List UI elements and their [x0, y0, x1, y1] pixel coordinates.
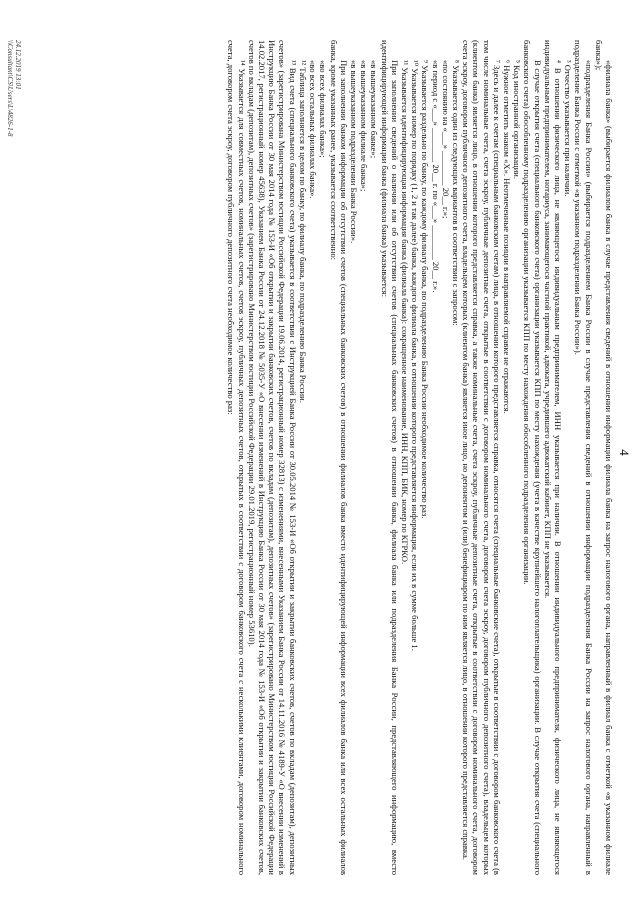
- paragraph: «в период с «___» ________ 20__ г. по «___» ________ 20__ г.».: [430, 60, 441, 293]
- document-footer: [6, 40, 22, 136]
- paragraph: ⁶ Нужное отметить знаком «Х». Неотмеченные позиции в направляемой справке не отражаются.: [501, 60, 512, 414]
- paragraph: «подразделения Банка России» (выбирается подразделением Банка России в случае представления сведений в отношении информации подразделения Банка России на запрос налогового органа, направленный в подразделение Банка России с отметкой «в указанном подразделении Банка России»).: [573, 40, 594, 875]
- paragraph: «во всех филиалах банка»;: [318, 60, 329, 158]
- paragraph: ¹¹ Указывается идентифицирующая информация банка (филиала банка): сокращенное наименование, ИНН, КПП, БИК, номер по КГРКО.: [399, 60, 410, 565]
- paragraph: ⁹ Указывается раздельно по банку, по каждому филиалу банка, по подразделению Банка России необходимое количество раз.: [420, 60, 431, 519]
- paragraph: «во всех остальных филиалах банка».: [308, 60, 319, 199]
- footer-path: \\Consultant\CS\Users\L\4826-1-8: [6, 40, 14, 137]
- footer-timestamp: 24.12.2019 13:01: [14, 40, 22, 90]
- paragraph: ¹³ Вид счета (специального банковского счета) указывается в соответствии с Инструкцией Банка России от 30.05.2014 № 153-И «Об открытии и закрытии банковских счетов, счетов по вкладам (депозитам), депозитных счетов» (зарегистрирована Министерством юстиции Российской Федерации 19.06.2014, регистрационный номер 32813) с изменениями, внесенными Указанием Банка России от 14.11.2016 № 4189-У «О внесении изменений в Инструкцию Банка России от 30 мая 2014 года № 153-И «Об открытии и закрытии банковских счетов, счетов по вкладам (депозитам), депозитных счетов» (зарегистрировано Министерством юстиции Российской Федерации 14.02.2017, регистрационный номер 45638), Указанием Банка России от 24.12.2018 № 5035-У «О внесении изменений в Инструкцию Банка России от 30 мая 2014 года № 153-И «Об открытии и закрытии банковских счетов, счетов по вкладам (депозитам), депозитных счетов» (зарегистрировано Министерством юстиции Российской Федерации 29.01.2019, регистрационный номер 53610).: [246, 40, 298, 875]
- paragraph: «в вышеуказанном банке»;: [369, 60, 380, 159]
- paragraph: ¹⁴ Указывается для совместных счетов, номинальных счетов, счетов эскроу, публичных депозитных счетов, открытых в соответствии с договором банковского счета с несколькими клиентами, договором номинального счета, договором счета эскроу, договором публичного депозитного счета необходимое количество раз:: [226, 40, 247, 875]
- footnotes-body: [226, 40, 614, 875]
- paragraph: ⁷ Здесь и далее к счетам (специальным банковским счетам) лица, в отношении которого представляется справка, относятся счета (специальные банковские счета), открытые в соответствии с договором банковского счета (в том числе номинальные счета, счета эскроу, публичные депозитные счета, открытые в соответствии с договором номинального счета, договором счета эскроу, договором публичного депозитного счета), владельцем которых (клиентом банка) является лицо, в отношении которого представляется справка, а также номинальные счета, счета эскроу, публичные депозитные счета, открытые в соответствии с договором номинального счета, договором счета эскроу, договором публичного депозитного счета, владельцем которых (клиентом банка) является иное лицо, но депонентом и (или) бенефициаром по ним является лицо, в отношении которого представляется справка.: [461, 40, 502, 875]
- paragraph: ¹² Таблица заполняется в целом по банку, по филиалу банка, по подразделению Банка России.: [297, 60, 308, 403]
- page-number: 4: [617, 449, 632, 456]
- paragraph: При заполнении банком информации об отсутствии счетов (специальных банковских счетов) в отношении филиалов банка вместо идентифицирующей информации всех филиалов банка или всех остальных филиалов банка, кроме указанных ранее, указывается соответственно:: [328, 40, 349, 875]
- paragraph: ⁸ Указывается один из следующих вариантов в соответствии с запросом:: [450, 60, 461, 326]
- paragraph: ¹⁰ Указывается номер по порядку (1, 2 и так далее) банка, каждого филиала банка, в отношении которого представляется информация, если их в сумме больше 1.: [410, 60, 421, 651]
- paragraph: «в вышеуказанном подразделении Банка России».: [348, 60, 359, 244]
- paragraph: «по состоянию на «___» ________ 20__ г.»;: [440, 60, 451, 219]
- paragraph: «в вышеуказанном филиале банка»;: [359, 60, 370, 192]
- paragraph: ⁴ В отношении физического лица, не являющегося индивидуальным предпринимателем, ИНН указывается при наличии. В отношении индивидуального предпринимателя, физического лица, не являющегося индивидуальным предпринимателем, нотариуса, занимающегося частной практикой, адвоката, учредившего адвокатский кабинет, КПП не указывается.: [542, 40, 563, 875]
- paragraph: В случае открытия счета (специального банковского счета) организации указывается КПП по месту нахождения (учета в качестве крупнейшего налогоплательщика) организации. В случае открытия счета (специального банковского счета) обособленному подразделению организации указывается КПП по месту нахождения обособленного подразделения организации.: [522, 40, 543, 875]
- paragraph: «филиала банка» (выбирается филиалом банка в случае представления сведений в отношении информации филиала банка на запрос налогового органа, направленный в филиал банка с отметкой «в указанном филиале банка»);: [593, 40, 614, 875]
- paragraph: ³ Отчество указывается при наличии.: [563, 60, 574, 197]
- paragraph: При заполнении сведений о наличии или об отсутствии счетов (специальных банковских счетов) в отношении банка, филиала банка или подразделения Банка России, представляющего информацию, вместо идентифицирующей информации банка (филиала банка) указывается:: [379, 40, 400, 875]
- paragraph: ⁵ Код иностранной организации.: [512, 60, 523, 180]
